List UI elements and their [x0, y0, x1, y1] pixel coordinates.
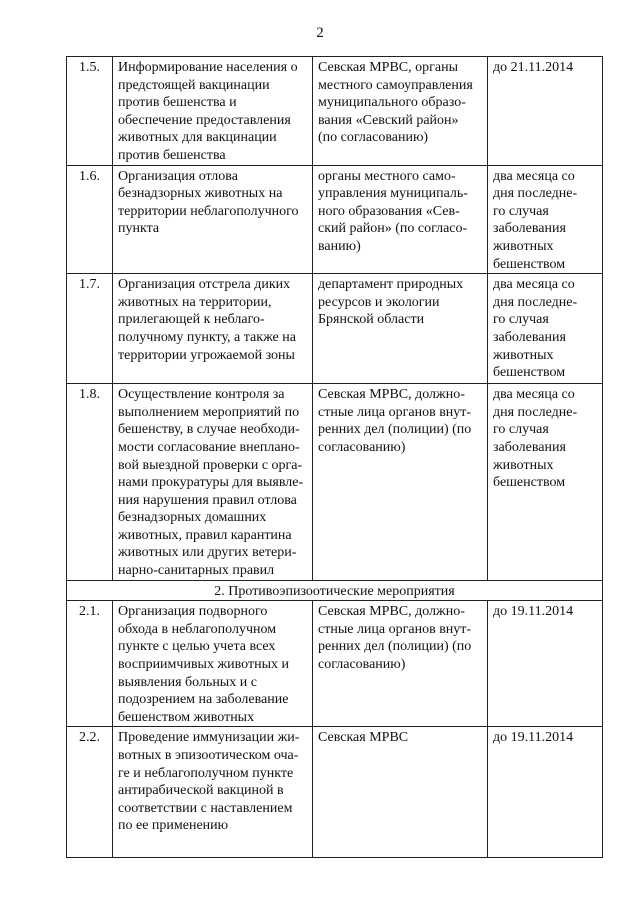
- item-number: 1.6.: [67, 165, 113, 274]
- deadline-text: до 19.11.2014: [488, 601, 603, 727]
- deadline-text: до 21.11.2014: [488, 57, 603, 166]
- item-number: 1.7.: [67, 274, 113, 384]
- task-text: Организация отстрела диких животных на территории, прилегающей к неблаго- получному пункту, а также на территории угрожаемой зоны: [113, 274, 313, 384]
- item-number: 2.2.: [67, 727, 113, 858]
- responsible-text: департамент природных ресурсов и экологии Брянской области: [313, 274, 488, 384]
- responsible-text: Севская МРВС, должно- стные лица органов внут- ренних дел (полиции) (по согласованию): [313, 384, 488, 581]
- task-text: Осуществление контроля за выполнением мероприятий по бешенству, в случае необходи- мости согласование внеплано- вой выездной проверки с орга- нами прокуратуры для выявле- ния нарушения правил отлова безнадзорных домашних животных, правил карантина животных или других ветери- нарно-санитарных правил: [113, 384, 313, 581]
- table-row: [67, 165, 603, 274]
- table-row: [67, 57, 603, 166]
- task-text: Организация отлова безнадзорных животных на территории неблагополучного пункта: [113, 165, 313, 274]
- responsible-text: Севская МРВС, должно- стные лица органов внут- ренних дел (полиции) (по согласованию): [313, 601, 488, 727]
- page-number: 2: [316, 25, 324, 41]
- task-text: Проведение иммунизации жи- вотных в эпизоотическом оча- ге и неблагополучном пункте антирабической вакциной в соответствии с наставлением по ее применению: [113, 727, 313, 858]
- item-number: 2.1.: [67, 601, 113, 727]
- section-title: 2. Противоэпизоотические мероприятия: [67, 580, 603, 601]
- responsible-text: Севская МРВС: [313, 727, 488, 858]
- task-text: Организация подворного обхода в неблагополучном пункте с целью учета всех восприимчивых животных и выявления больных и с подозрением на заболевание бешенством животных: [113, 601, 313, 727]
- deadline-text: до 19.11.2014: [488, 727, 603, 858]
- measures-table: [66, 56, 603, 858]
- responsible-text: Севская МРВС, органы местного самоуправления муниципального образо- вания «Севский район» (по согласованию): [313, 57, 488, 166]
- table-row: [67, 727, 603, 858]
- table-row: [67, 601, 603, 727]
- deadline-text: два месяца со дня последне- го случая заболевания животных бешенством: [488, 165, 603, 274]
- section-header-row: [67, 580, 603, 601]
- deadline-text: два месяца со дня последне- го случая заболевания животных бешенством: [488, 274, 603, 384]
- table-row: [67, 384, 603, 581]
- item-number: 1.5.: [67, 57, 113, 166]
- responsible-text: органы местного само- управления муниципаль- ного образования «Сев- ский район» (по согласо- ванию): [313, 165, 488, 274]
- table-row: [67, 274, 603, 384]
- item-number: 1.8.: [67, 384, 113, 581]
- deadline-text: два месяца со дня последне- го случая заболевания животных бешенством: [488, 384, 603, 581]
- task-text: Информирование населения о предстоящей вакцинации против бешенства и обеспечение предоставления животных для вакцинации против бешенства: [113, 57, 313, 166]
